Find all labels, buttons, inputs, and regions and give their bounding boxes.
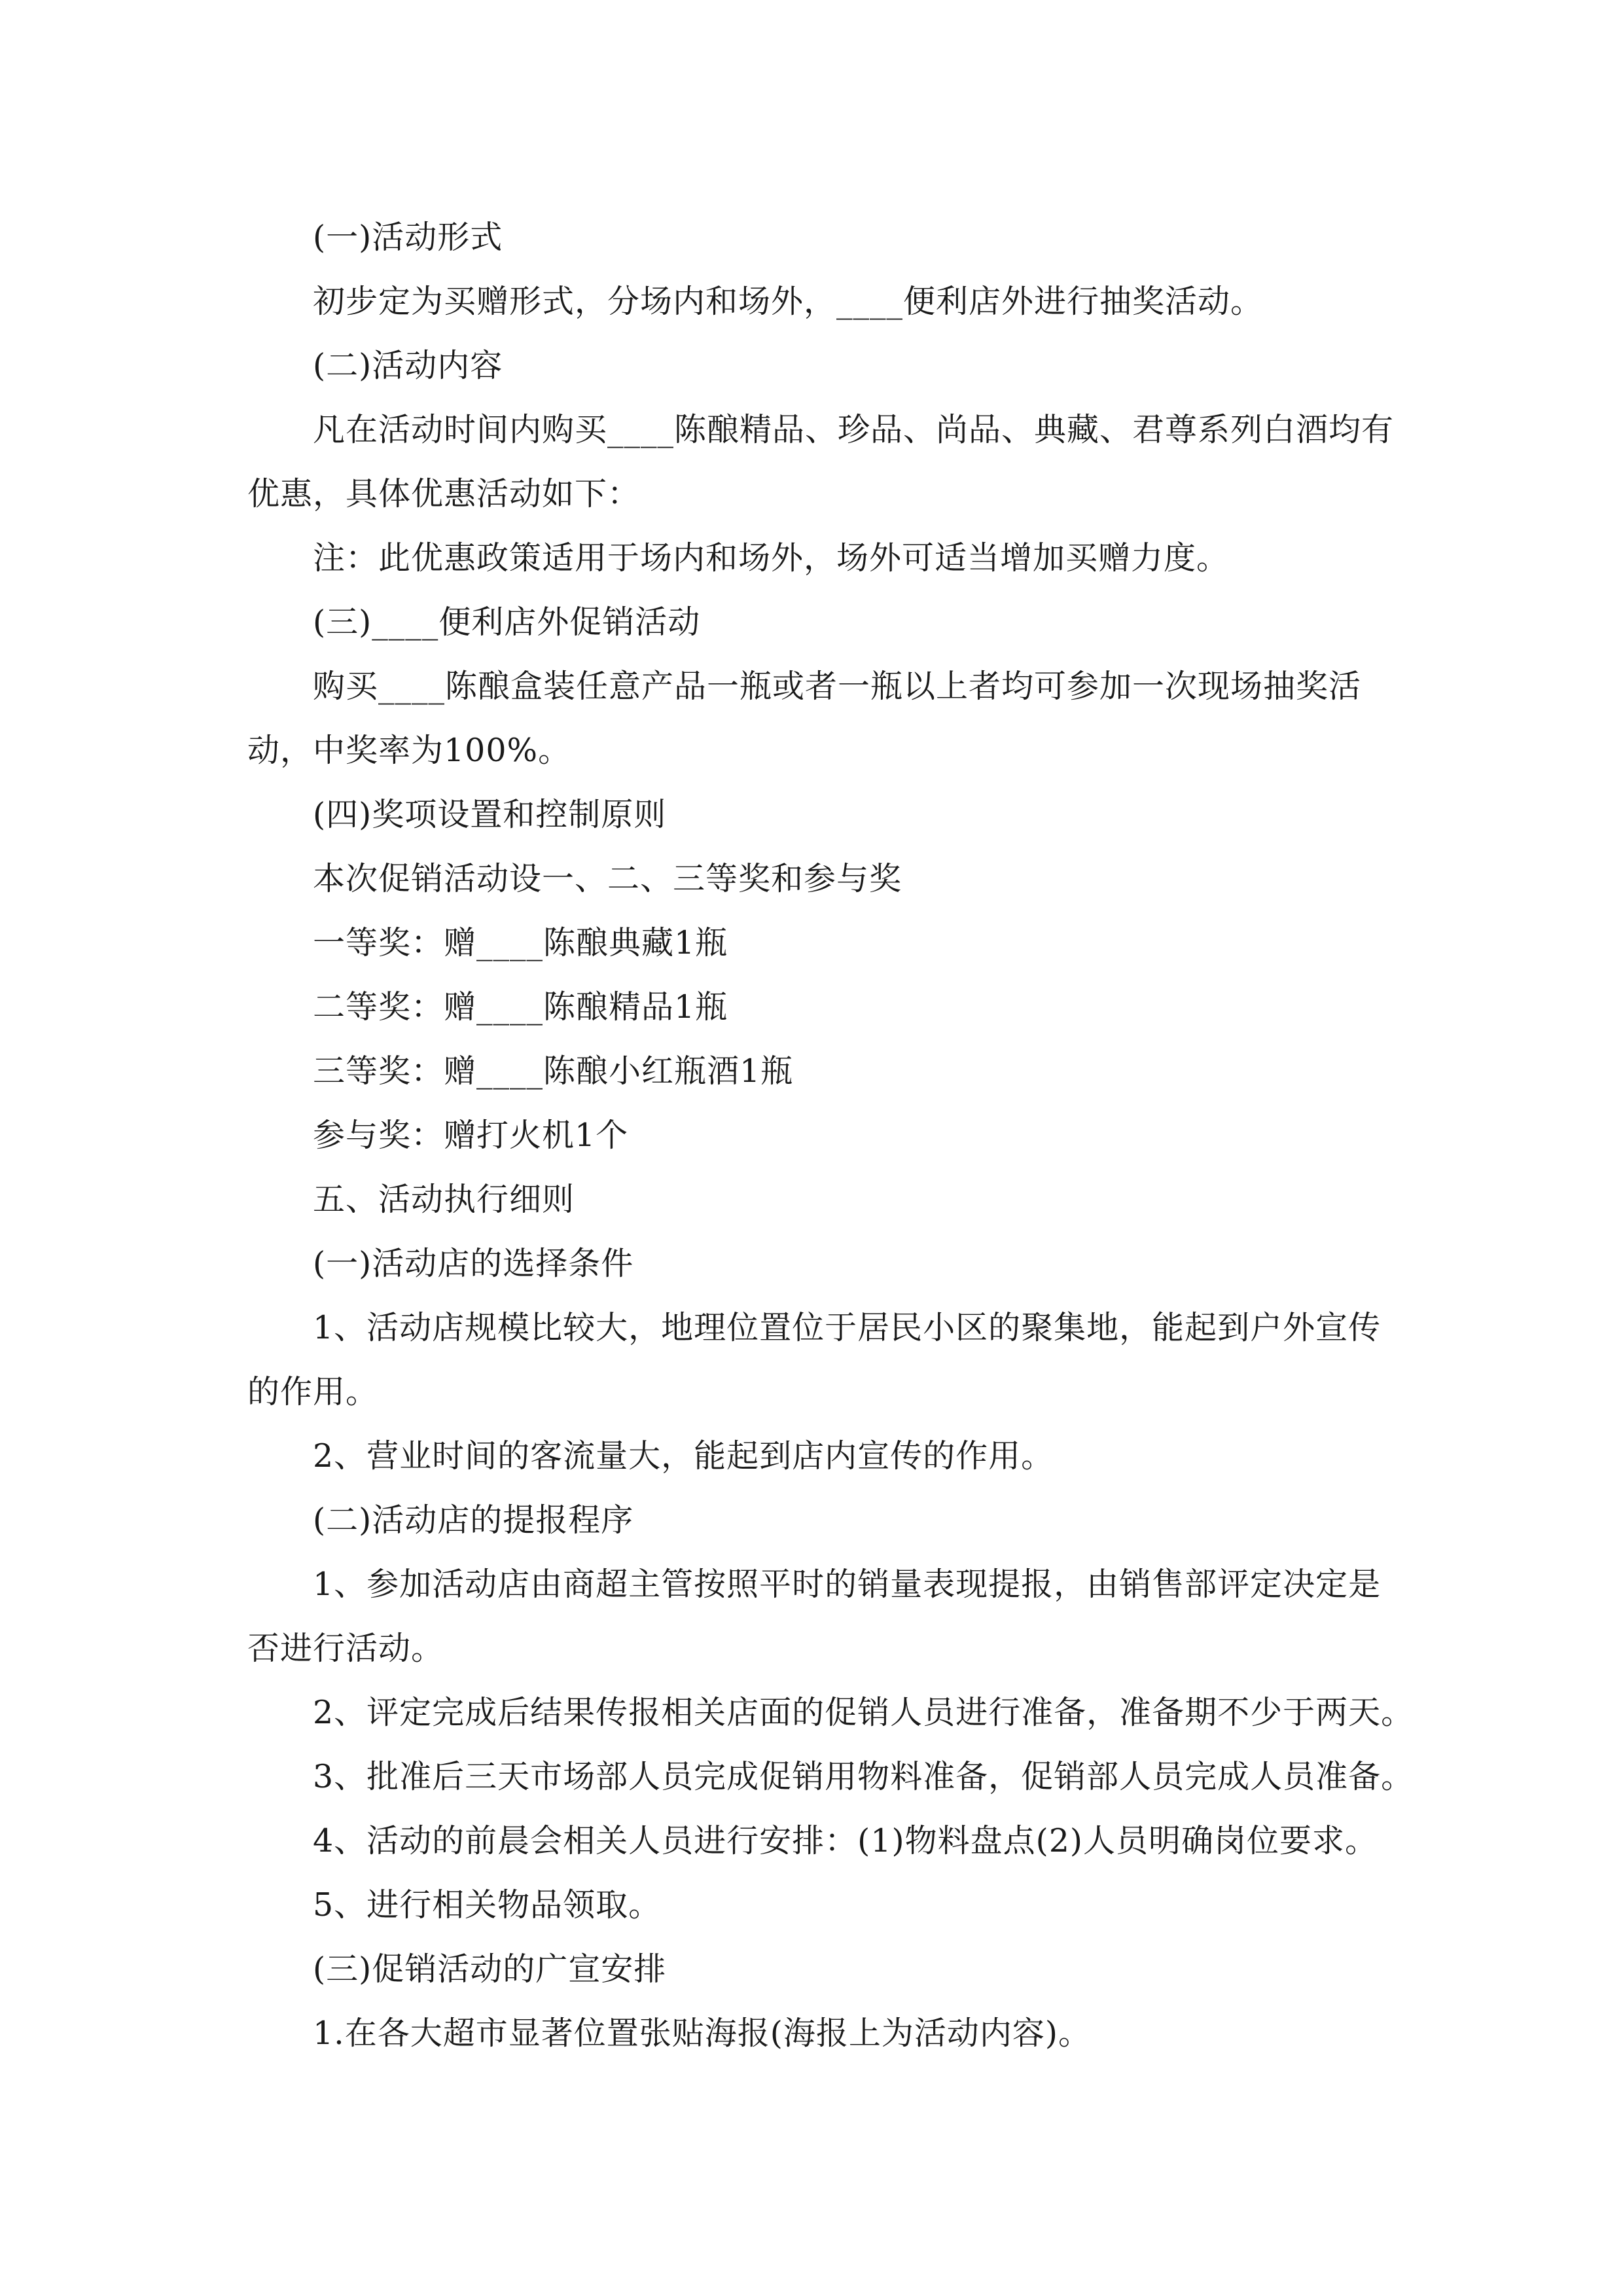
section-heading: (二)活动内容 [313,347,503,384]
document-body [247,206,1414,2066]
paragraph-line: 注：此优惠政策适用于场内和场外，场外可适当增加买赠力度。 [313,539,1230,577]
paragraph-line: 初步定为买赠形式，分场内和场外，____便利店外进行抽奖活动。 [313,283,1264,320]
list-item: 2、营业时间的客流量大，能起到店内宣传的作用。 [313,1437,1054,1475]
chapter-heading: 五、活动执行细则 [313,1181,575,1218]
list-item: 4、活动的前晨会相关人员进行安排：(1)物料盘点(2)人员明确岗位要求。 [313,1822,1378,1859]
section-heading: (一)活动形式 [313,219,503,256]
prize-line-participation: 参与奖：赠打火机1个 [313,1117,629,1154]
section-heading: (一)活动店的选择条件 [313,1245,634,1282]
paragraph-continuation: 动，中奖率为100%。 [247,732,571,769]
section-heading: (二)活动店的提报程序 [313,1501,634,1539]
list-item: 1、活动店规模比较大，地理位置位于居民小区的聚集地，能起到户外宣传 [313,1309,1382,1346]
list-item: 2、评定完成后结果传报相关店面的促销人员进行准备，准备期不少于两天。 [313,1694,1414,1731]
paragraph-continuation: 的作用。 [247,1373,379,1410]
section-heading: (三)____便利店外促销活动 [313,603,701,641]
paragraph-line: 本次促销活动设一、二、三等奖和参与奖 [313,860,902,897]
paragraph-continuation: 否进行活动。 [247,1630,444,1667]
prize-line-second: 二等奖：赠____陈酿精品1瓶 [313,988,728,1026]
list-item: 1.在各大超市显著位置张贴海报(海报上为活动内容)。 [313,2015,1091,2052]
list-item: 3、批准后三天市场部人员完成促销用物料准备，促销部人员完成人员准备。 [313,1758,1414,1795]
list-item: 1、参加活动店由商超主管按照平时的销量表现提报，由销售部评定决定是 [313,1566,1382,1603]
section-heading: (三)促销活动的广宣安排 [313,1950,667,1988]
section-heading: (四)奖项设置和控制原则 [313,796,667,833]
list-item: 5、进行相关物品领取。 [313,1886,662,1924]
paragraph-continuation: 优惠，具体优惠活动如下： [247,475,641,512]
paragraph-line: 购买____陈酿盒装任意产品一瓶或者一瓶以上者均可参加一次现场抽奖活 [313,668,1362,705]
paragraph-line: 凡在活动时间内购买____陈酿精品、珍品、尚品、典藏、君尊系列白酒均有 [313,411,1395,448]
prize-line-first: 一等奖：赠____陈酿典藏1瓶 [313,924,728,961]
prize-line-third: 三等奖：赠____陈酿小红瓶酒1瓶 [313,1052,794,1090]
